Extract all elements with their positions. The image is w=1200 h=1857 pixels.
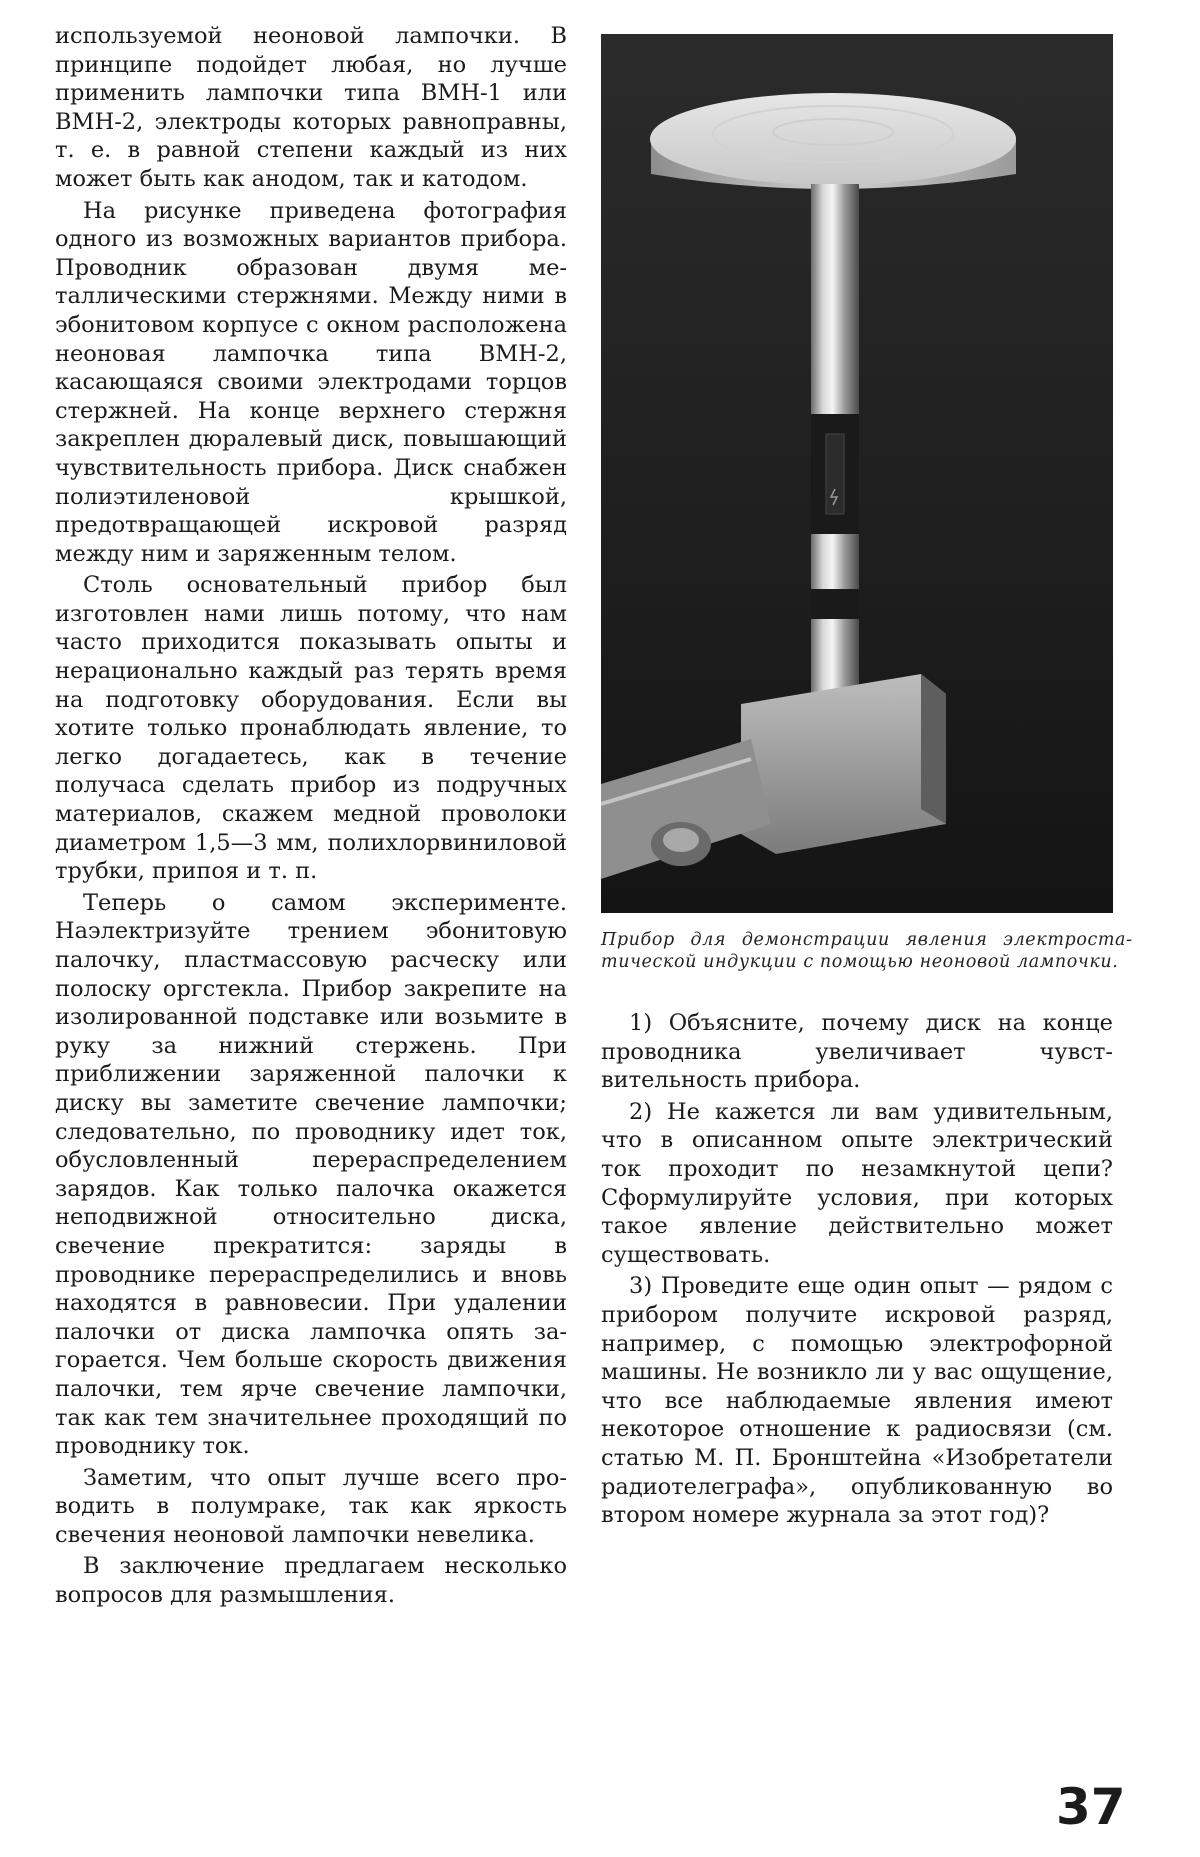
lower-rod-dark-band (811, 589, 859, 619)
device-photo (601, 34, 1113, 913)
lower-rod-upper-part (811, 534, 859, 589)
question-1: 1) Объясните, почему диск на конце проводника увеличивает чувствительность прибора. (601, 1010, 1113, 1094)
paragraph-conclusion: В заключение предлагаем несколько вопросов для размышления. (55, 1553, 567, 1609)
thumb-screw-head (663, 828, 699, 852)
stand-clamp-side (921, 674, 946, 824)
question-2: 2) Не кажется ли вам удивительным, что в описанном опыте электрический ток проходит по незамкнутой цепи? Сформулируйте условия, при которых такое явление действительно может существовать. (601, 1098, 1113, 1268)
paragraph-experiment: Теперь о самом эксперименте. Наэлектризуйте трением эбонитовую палочку, пластмассовую расческу или полоску оргстекла. Прибор закрепите на изолированной подставке или возьмите в руку за нижний стержень. При приближении заряженной палочки к диску вы заметите свечение лампочки; следовательно, по проводнику идет ток, обусловленный перераспределением зарядов. Как только палочка окажется неподвижной относительно диска, свечение прекратится: заряды в проводнике перераспределились и вновь находятся в равновесии. При удалении палочки от диска лампочка опять загорается. Чем больше скорость движения палочки, тем ярче свечение лампочки, так как тем значительнее проходящий по проводнику ток. (55, 889, 567, 1460)
paragraph-device-reason: Столь основательный прибор был изготовлен нами лишь потому, что нам часто приходится показывать опыты и нерационально каждый раз терять время на подготовку оборудования. Если вы хотите только пронаблюдать явление, то легко догадаетесь, как в течение получаса сделать прибор из подручных материалов, скажем медной проволоки диаметром 1,5—3 мм, полихлорвиниловой трубки, припоя и т. п. (55, 572, 567, 885)
page-number: 37 (1056, 1778, 1126, 1836)
left-text-column (55, 22, 567, 1610)
question-3: 3) Проведите еще один опыт — рядом с прибором получите искровой разряд, например, с помощью электрофорной машины. Не возникло ли у вас ощущение, что все наблюдаемые явления имеют некоторое отношение к радиосвязи (см. статью М. П. Бронштейна «Изобретатели радиотелеграфа», опубликованную во втором номере журнала за этот год)? (601, 1273, 1113, 1529)
paragraph-dim-light-note: Заметим, что опыт лучше всего проводить в полумраке, так как яркость свечения неоновой лампочки невелика. (55, 1464, 567, 1548)
upper-rod (811, 184, 859, 414)
paragraph-device-description: На рисунке приведена фотография одного из возможных вариантов прибора. Проводник образован двумя металлическими стержнями. Между ними в эбонитовом корпусе с окном расположена неоновая лампочка типа ВМН-2, касающаяся своими электродами торцов стержней. На конце верхнего стержня закреплен дюралевый диск, повышающий чувствительность прибора. Диск снабжен полиэтиленовой крышкой, предотвращающей искровой разряд между ним и заряженным телом. (55, 197, 567, 567)
device-photo-illustration (601, 34, 1113, 913)
questions-column (601, 1009, 1113, 1530)
stand-clamp (741, 674, 946, 854)
paragraph-neon-lamp-choice: используемой неоновой лампочки. В принципе подойдет любая, но лучше применить лампочки типа ВМН-1 или ВМН-2, электроды которых равноправны, т. е. в равной степени каждый из них может быть как анодом, так и катодом. (55, 23, 567, 192)
figure-caption: Прибор для демонстрации явления электростатической индукции с помощью неоновой лампочки. (601, 930, 1132, 972)
